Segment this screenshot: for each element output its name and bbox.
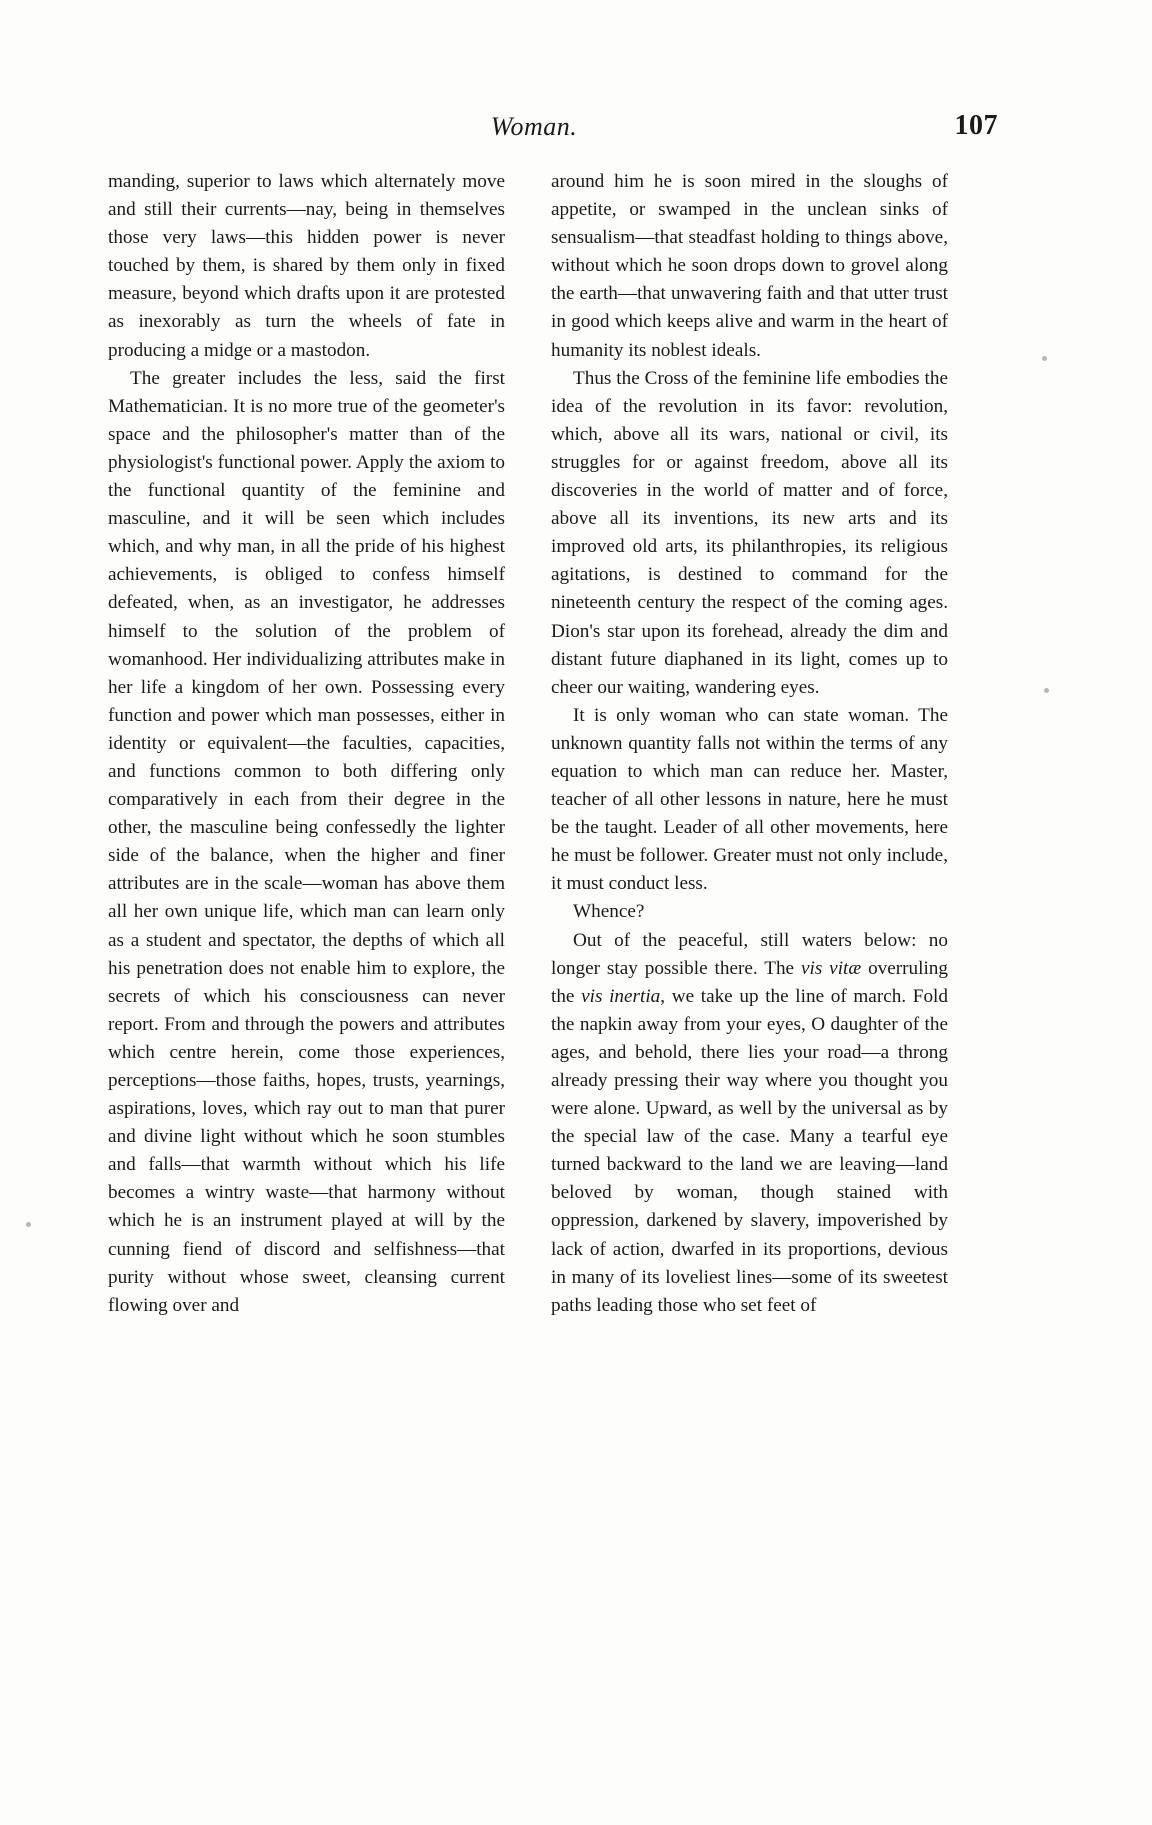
running-title: Woman. bbox=[490, 112, 578, 141]
column-right bbox=[551, 168, 948, 1320]
scan-speck bbox=[1044, 688, 1049, 693]
body-columns bbox=[108, 168, 948, 1320]
paragraph: Whence? bbox=[573, 901, 645, 923]
paragraph: Out of the peaceful, still waters below: no longer stay possible there. The vis vitæ overruling the vis inertia, we take up the line of march. Fold the napkin away from your eyes, O daughter of the ages, and behold, there lies your road—a throng already pressing their way where you thought you were alone. Upward, as well by the universal as by the special law of the case. Many a tearful eye turned backward to the land we are leaving—land beloved by woman, though stained with oppression, darkened by slavery, impoverished by lack of action, dwarfed in its proportions, devious in many of its loveliest lines—some of its sweetest paths leading those who set feet of bbox=[551, 929, 948, 1316]
paragraph: The greater includes the less, said the first Mathematician. It is no more true of the geometer's space and the philosopher's matter than of the physiologist's functional power. Apply the axiom to the functional quantity of the feminine and masculine, and it will be seen which includes which, and why man, in all the pride of his highest achievements, is obliged to confess himself defeated, when, as an investigator, he addresses himself to the solution of the problem of womanhood. Her individualizing attributes make in her life a kingdom of her own. Possessing every function and power which man possesses, either in identity or equivalent—the faculties, capacities, and functions common to both differing only comparatively in each from their degree in the other, the masculine being confessedly the lighter side of the balance, when the higher and finer attributes are in the scale—woman has above them all her own unique life, which man can learn only as a student and spectator, the depths of which all his penetration does not enable him to explore, the secrets of which his consciousness can never report. From and through the powers and attributes which centre herein, come those experiences, perceptions—those faiths, hopes, trusts, yearnings, aspirations, loves, which ray out to man that purer and divine light without which he soon stumbles and falls—that warmth without which his life becomes a wintry waste—that harmony without which he is an instrument played at will by the cunning fiend of discord and selfishness—that purity without whose sweet, cleansing current flowing over and bbox=[108, 367, 505, 1316]
scan-speck bbox=[26, 1222, 31, 1227]
page-header bbox=[108, 110, 998, 146]
scan-speck bbox=[1042, 356, 1047, 361]
page-number: 107 bbox=[954, 110, 998, 141]
paragraph: manding, superior to laws which alternately move and still their currents—nay, being in themselves those very laws—this hidden power is never touched by them, is shared by them only in fixed measure, beyond which drafts upon it are protested as inexorably as turn the wheels of fate in producing a midge or a mastodon. bbox=[108, 171, 505, 361]
paragraph: It is only woman who can state woman. The unknown quantity falls not within the terms of any equation to which man can reduce her. Master, teacher of all other lessons in nature, here he must be the taught. Leader of all other movements, here he must be follower. Greater must not only include, it must conduct less. bbox=[551, 704, 948, 895]
column-left bbox=[108, 168, 505, 1320]
paragraph: around him he is soon mired in the sloughs of appetite, or swamped in the unclean sinks of sensualism—that steadfast holding to things above, without which he soon drops down to grovel along the earth—that unwavering faith and that utter trust in good which keeps alive and warm in the heart of humanity its noblest ideals. bbox=[551, 171, 948, 361]
paragraph: Thus the Cross of the feminine life embodies the idea of the revolution in its favor: revolution, which, above all its wars, national or civil, its struggles for or against freedom, above all its discoveries in the world of matter and of force, above all its inventions, its new arts and its improved old arts, its philanthropies, its religious agitations, is destined to command for the nineteenth century the respect of the coming ages. Dion's star upon its forehead, already the dim and distant future diaphaned in its light, comes up to cheer our waiting, wandering eyes. bbox=[551, 367, 948, 698]
